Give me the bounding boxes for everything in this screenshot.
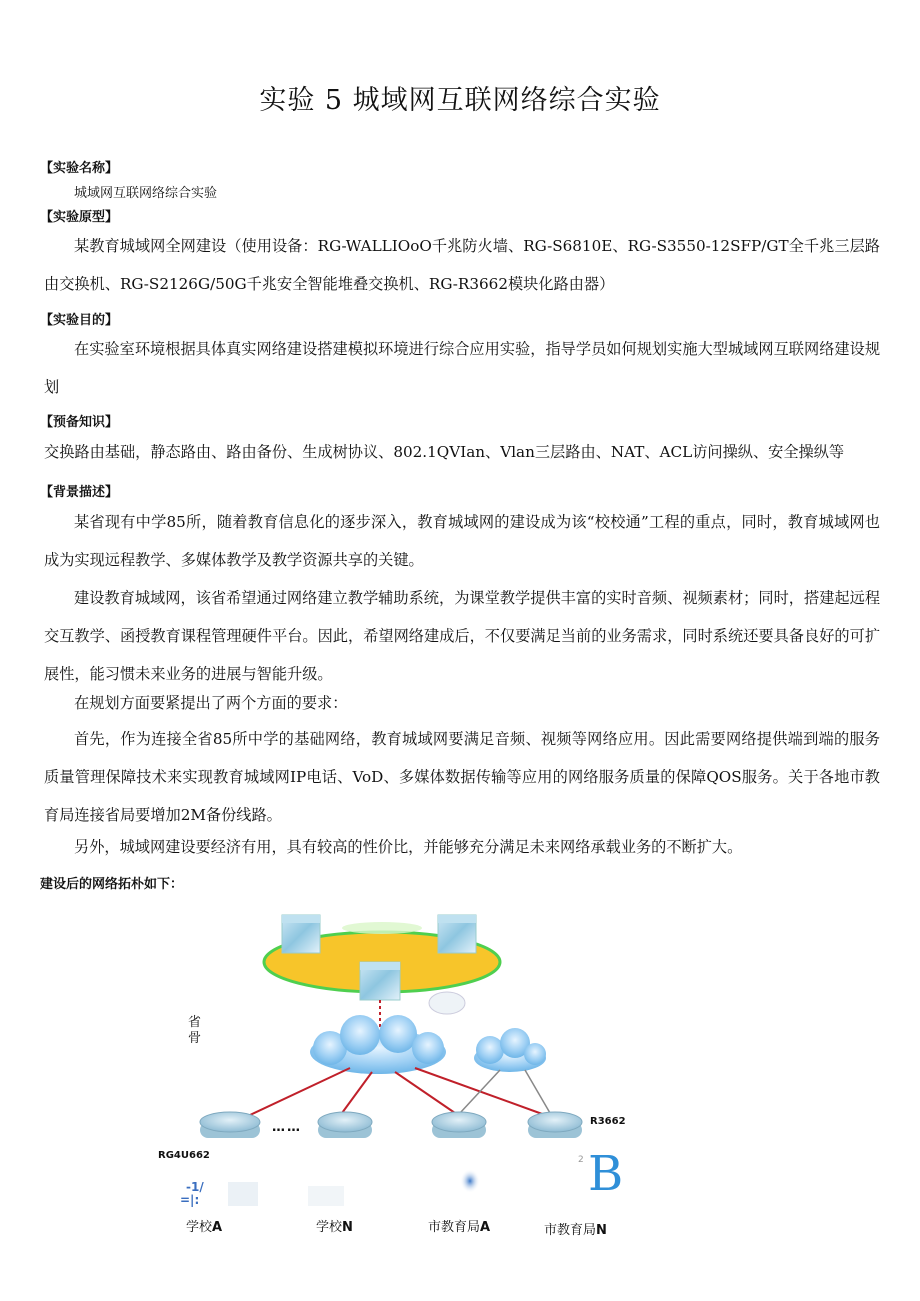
knowledge-paragraph: 交换路由基础，静态路由、路由备份、生成树协议、802.1QVIan、Vlan三层路由、NAT、ACL访问操纵、安全操纵等: [44, 443, 845, 461]
background-paragraph-1: 某省现有中学85所，随着教育信息化的逐步深入，教育城域网的建设成为该“校校通”工程的重点，同时，教育城域网也成为实现远程教学、多媒体教学及教学资源共享的关键。: [44, 513, 880, 569]
core-switch-center: [360, 962, 400, 1000]
site-label-school-n: [316, 1216, 353, 1235]
site-label-city-bureau-a: [428, 1216, 490, 1235]
site-label-text: 学校: [316, 1220, 343, 1235]
router-right-label: R3662: [590, 1116, 626, 1127]
big-letter-logo: B: [588, 1146, 624, 1202]
site-label-text: 学校: [186, 1220, 213, 1235]
misc-glyph-3: 2: [578, 1155, 584, 1165]
background-paragraph-5: 另外，城域网建设要经济有用，具有较高的性价比，并能够充分满足未来网络承载业务的不断扩大。: [74, 838, 743, 856]
site-label-school-a: [186, 1216, 222, 1235]
router-school-a: [200, 1112, 260, 1138]
site-label-text: 市教育局: [428, 1220, 481, 1235]
site-label-city-bureau-n: [544, 1219, 607, 1238]
page-title: 实验 5 城域网互联网络综合实验: [259, 85, 661, 116]
core-switch-right: [438, 915, 476, 953]
section-label-purpose: 【实验目的】: [40, 313, 119, 328]
site-label-suffix: N: [342, 1220, 353, 1235]
backup-cloud-icon: [474, 1028, 546, 1072]
experiment-name: 城域网互联网络综合实验: [74, 186, 218, 201]
core-switch-left: [282, 915, 320, 953]
misc-glyph-2: =|:: [180, 1193, 200, 1207]
site-label-text: 市教育局: [544, 1223, 597, 1238]
site-label-suffix: A: [212, 1220, 223, 1235]
background-paragraph-2: 建设教育城域网，该省希望通过网络建立教学辅助系统，为课堂教学提供丰富的实时音频、视频素材；同时，搭建起远程交互教学、函授教育课程管理硬件平台。因此，希望网络建成后，不仅要满足当前的业务需求，同时系统还要具备良好的可扩展性，能习惯未来业务的进展与智能升级。: [44, 589, 880, 683]
backbone-label-1: 省: [188, 1015, 202, 1030]
router-city-bureau-a: [432, 1112, 486, 1138]
purpose-paragraph: 在实验室环境根据具体真实网络建设搭建模拟环境进行综合应用实验，指导学员如何规划实施大型城域网互联网络建设规划: [44, 340, 880, 396]
firewall-device: [429, 992, 465, 1014]
misc-glyph-1: -1/: [186, 1180, 204, 1194]
section-label-name: 【实验名称】: [40, 161, 119, 176]
backbone-label-2: 骨: [188, 1031, 202, 1046]
endpoint-devices: [228, 1169, 480, 1206]
router-city-bureau-n: [528, 1112, 582, 1138]
router-left-label: RG4U662: [158, 1150, 210, 1161]
section-label-knowledge: 【预备知识】: [40, 415, 119, 430]
site-label-suffix: A: [480, 1220, 491, 1235]
main-cloud-icon: [310, 1015, 446, 1074]
background-paragraph-3: 在规划方面要紧提出了两个方面的要求：: [74, 694, 348, 712]
ellipsis-dots: ……: [272, 1120, 302, 1135]
site-label-suffix: N: [596, 1223, 607, 1238]
prototype-paragraph: 某教育城域网全网建设（使用设备：RG-WALLIOoO千兆防火墙、RG-S6810E、RG-S3550-12SFP/GT全千兆三层路由交换机、RG-S2126G/50G千兆安全智能堆叠交换机、RG-R3662模块化路由器）: [44, 237, 880, 293]
topology-caption: 建设后的网络拓朴如下：: [40, 877, 184, 892]
section-label-prototype: 【实验原型】: [40, 210, 119, 225]
section-label-background: 【背景描述】: [40, 485, 119, 500]
wan-links: [250, 1068, 550, 1115]
router-school-n: [318, 1112, 372, 1138]
background-paragraph-4: 首先，作为连接全省85所中学的基础网络，教育城域网要满足音频、视频等网络应用。因此需要网络提供端到端的服务质量管理保障技术来实现教育城域网IP电话、VoD、多媒体数据传输等应用的网络服务质量的保障QOS服务。关于各地市教育局连接省局要增加2M备份线路。: [44, 730, 880, 824]
